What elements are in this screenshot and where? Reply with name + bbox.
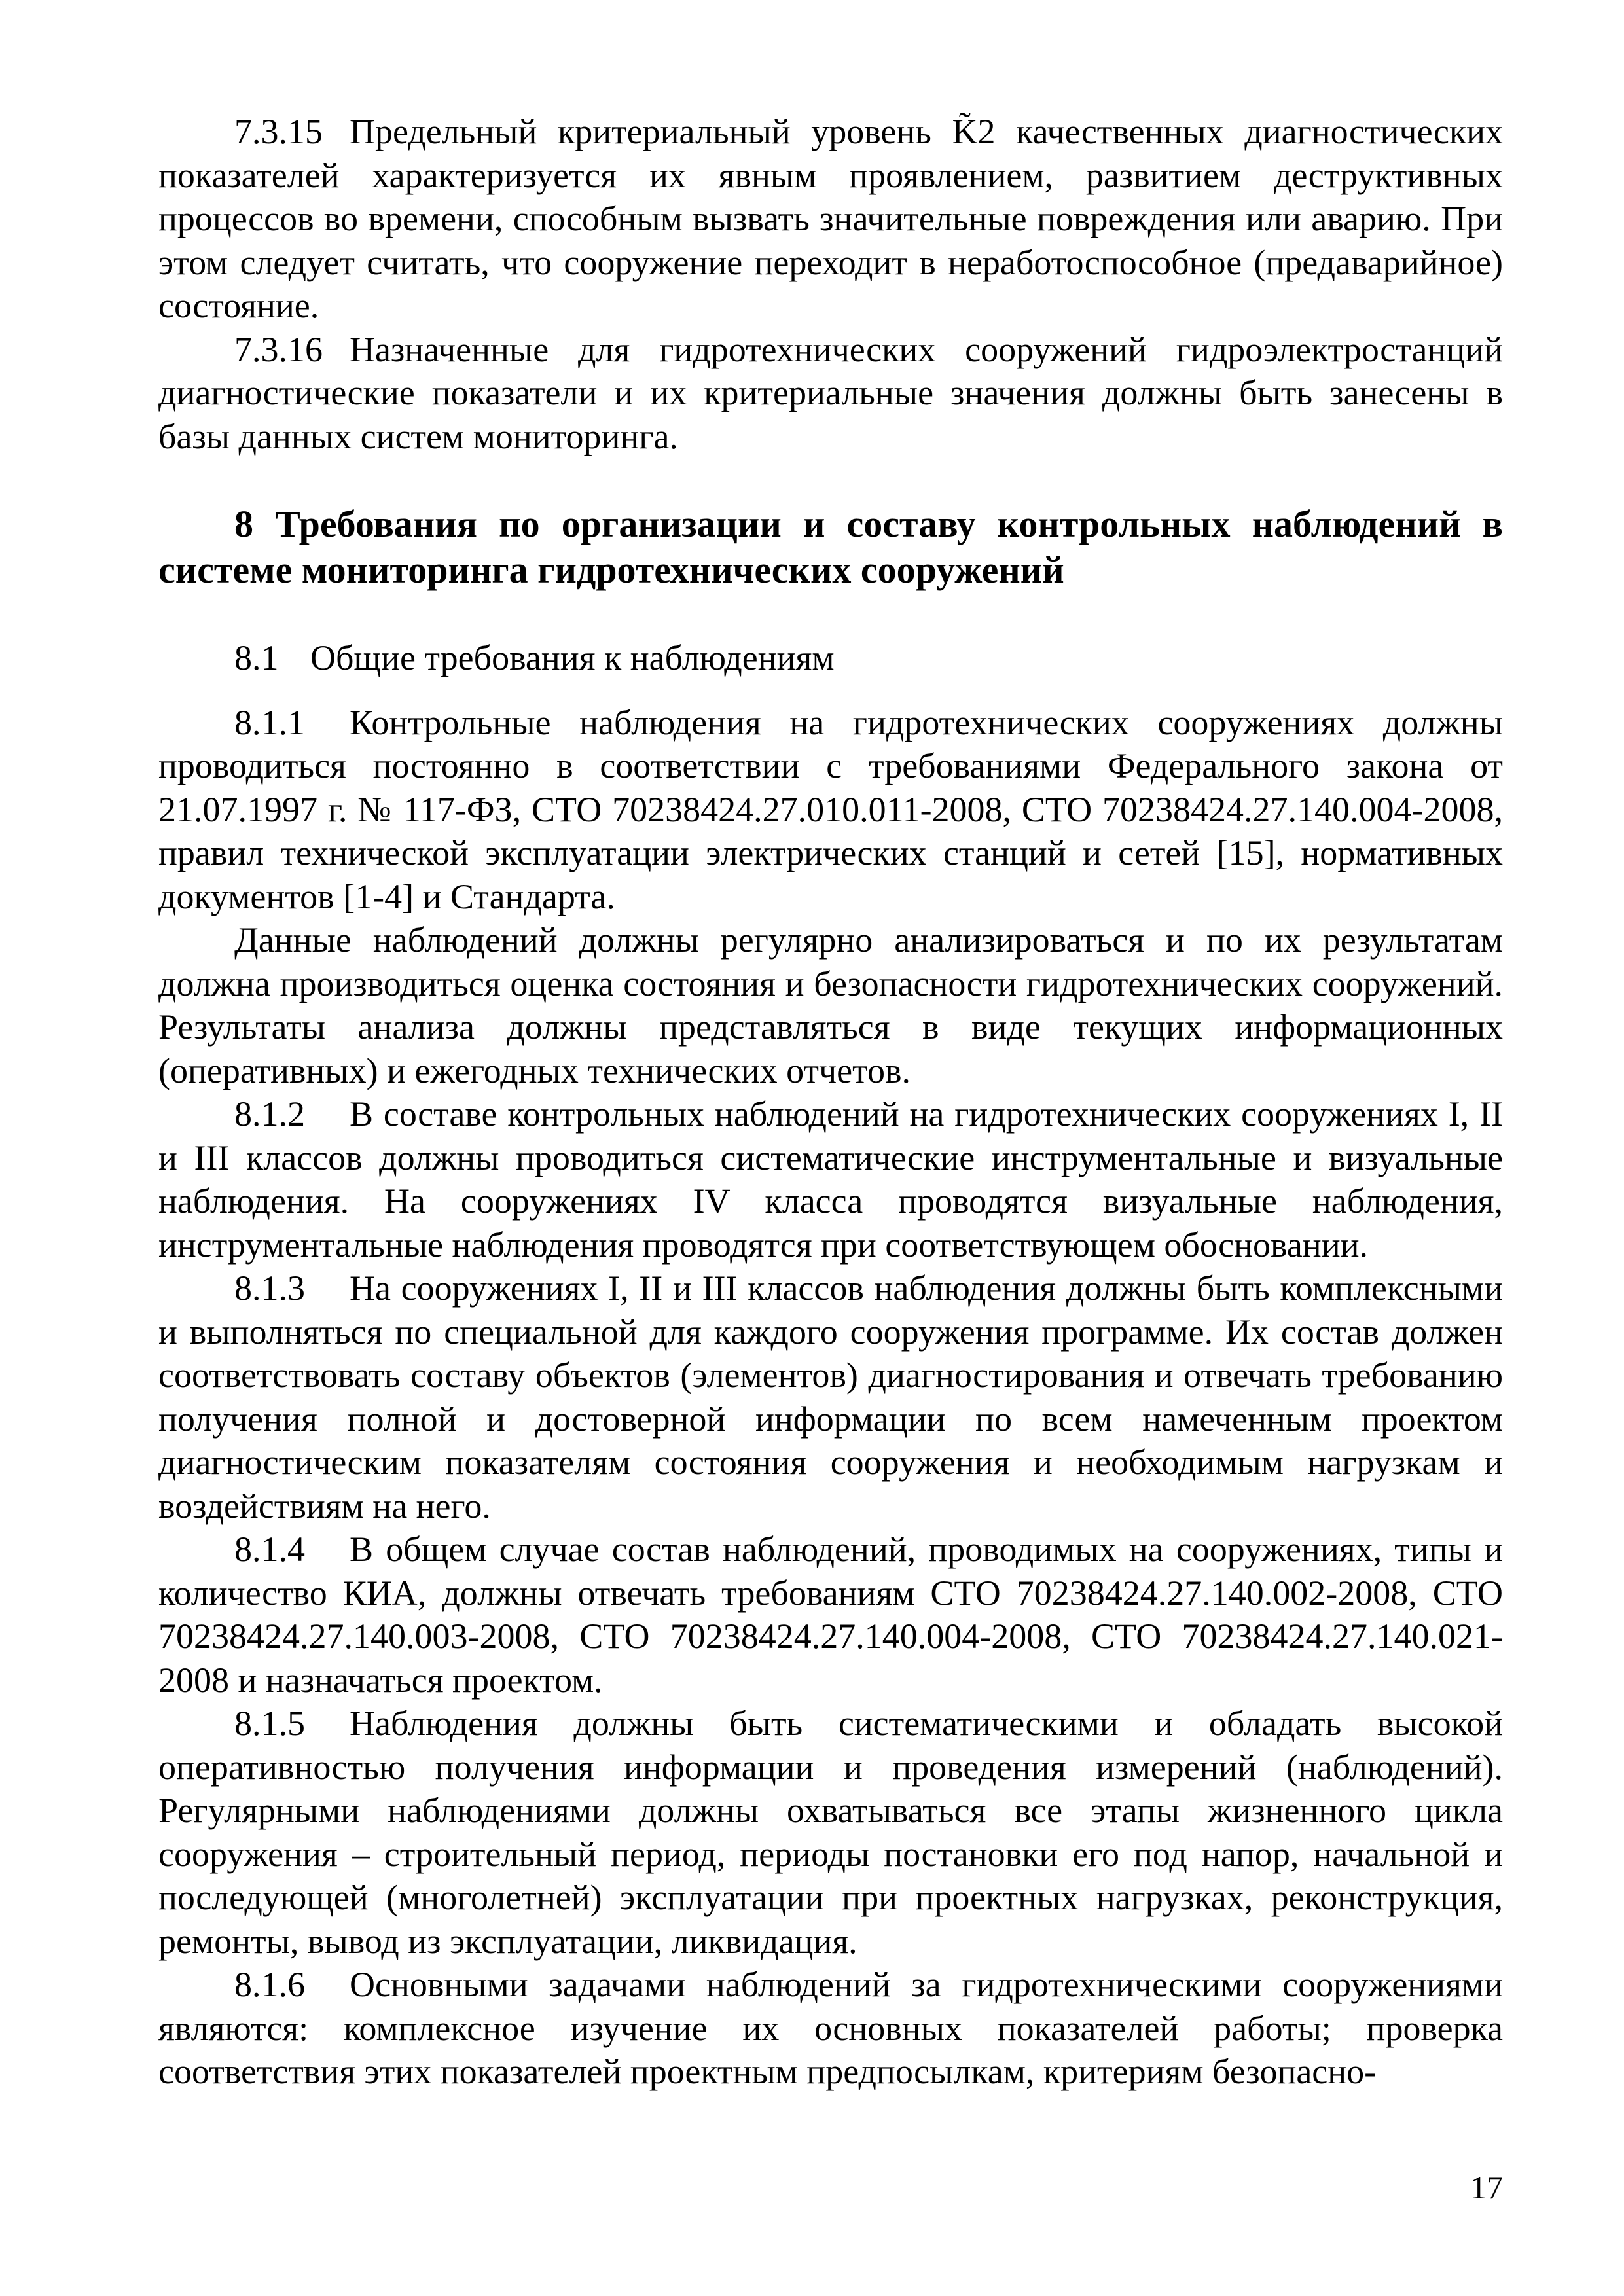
subsection-title: Общие требования к наблюдениям <box>310 638 835 677</box>
clause-number: 8.1.2 <box>234 1094 305 1134</box>
paragraph-8-1-1 <box>158 701 1503 919</box>
clause-text: Данные наблюдений должны регулярно анализироваться и по их результатам должна производиться оценка состояния и безопасности гидротехнических сооружений. Результаты анализа должны представляться в виде текущих информационных (оперативных) и ежегодных технических отчетов. <box>158 920 1503 1090</box>
section-heading: 8 Требования по организации и составу контрольных наблюдений в системе мониторинга гидротехнических сооружений <box>158 503 1503 591</box>
clause-text: На сооружениях I, II и III классов наблюдения должны быть комплексными и выполняться по специальной для каждого сооружения программе. Их состав должен соответствовать составу объектов (элементов) диагностирования и отвечать требованию получения полной и достоверной информации по всем намеченным проектом диагностическим показателям состояния сооружения и необходимым нагрузкам и воздействиям на него. <box>158 1268 1503 1526</box>
paragraph-7-3-15 <box>158 110 1503 328</box>
clause-text: Контрольные наблюдения на гидротехнических сооружениях должны проводиться постоянно в соответствии с требованиями Федерального закона от 21.07.1997 г. № 117-ФЗ, СТО 70238424.27.010.011-2008, СТО 70238424.27.140.004-2008, правил технической эксплуатации электрических станций и сетей [15], нормативных документов [1-4] и Стандарта. <box>158 702 1503 916</box>
clause-number: 8.1.3 <box>234 1268 305 1308</box>
clause-text: Назначенные для гидротехнических сооружений гидроэлектростанций диагностические показатели и их критериальные значения должны быть занесены в базы данных систем мониторинга. <box>158 329 1503 456</box>
clause-text: Наблюдения должны быть систематическими и обладать высокой оперативностью получения информации и проведения измерений (наблюдений). Регулярными наблюдениями должны охватываться все этапы жизненного цикла сооружения – строительный период, периоды постановки его под напор, начальной и последующей (многолетней) эксплуатации при проектных нагрузках, реконструкция, ремонты, вывод из эксплуатации, ликвидация. <box>158 1704 1503 1961</box>
paragraph-8-1-3 <box>158 1266 1503 1528</box>
paragraph-7-3-16 <box>158 328 1503 459</box>
clause-number: 8.1.1 <box>234 702 305 742</box>
paragraph-8-1-6 <box>158 1963 1503 2094</box>
paragraph-8-1-1-continued <box>158 918 1503 1092</box>
clause-number: 8.1.5 <box>234 1704 305 1743</box>
clause-number: 8.1.4 <box>234 1530 305 1569</box>
page-content <box>158 110 1503 2094</box>
subsection-number: 8.1 <box>234 638 279 677</box>
clause-number: 7.3.15 <box>234 112 323 151</box>
page-number: 17 <box>1470 2169 1503 2206</box>
clause-text: В составе контрольных наблюдений на гидротехнических сооружениях I, II и III классов должны проводиться систематические инструментальные и визуальные наблюдения. На сооружениях IV класса проводятся визуальные наблюдения, инструментальные наблюдения проводятся при соответствующем обосновании. <box>158 1094 1503 1265</box>
subsection-heading <box>158 636 1503 680</box>
paragraph-8-1-5 <box>158 1702 1503 1963</box>
clause-text: Предельный критериальный уровень K̃2 качественных диагностических показателей характеризуется их явным проявлением, развитием деструктивных процессов во времени, способным вызвать значительные повреждения или аварию. При этом следует считать, что сооружение переходит в неработоспособное (предаварийное) состояние. <box>158 112 1503 325</box>
clause-number: 8.1.6 <box>234 1965 305 2004</box>
clause-text: В общем случае состав наблюдений, проводимых на сооружениях, типы и количество КИА, должны отвечать требованиям СТО 70238424.27.140.002-2008, СТО 70238424.27.140.003-2008, СТО 70238424.27.140.004-2008, СТО 70238424.27.140.021-2008 и назначаться проектом. <box>158 1530 1503 1700</box>
clause-number: 7.3.16 <box>234 329 323 369</box>
paragraph-8-1-2 <box>158 1092 1503 1266</box>
paragraph-8-1-4 <box>158 1528 1503 1702</box>
clause-text: Основными задачами наблюдений за гидротехническими сооружениями являются: комплексное изучение их основных показателей работы; проверка соответствия этих показателей проектным предпосылкам, критериям безопасно- <box>158 1965 1503 2091</box>
